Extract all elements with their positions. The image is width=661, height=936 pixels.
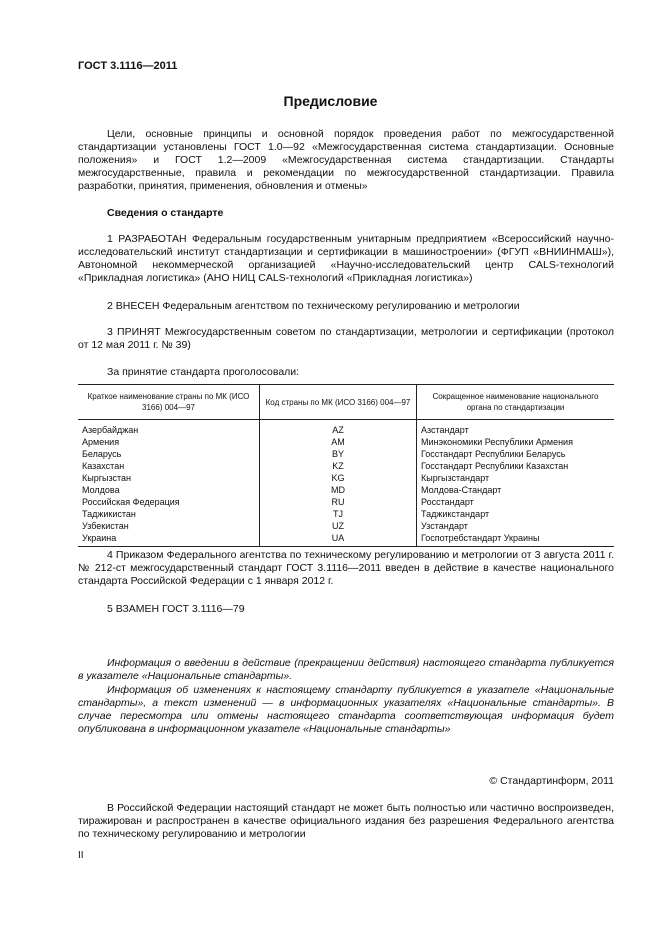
table-row	[78, 484, 614, 496]
copyright: © Стандартинформ, 2011	[489, 775, 614, 787]
code-cell: AZ	[260, 420, 417, 437]
code-cell: MD	[260, 484, 417, 496]
document-id: ГОСТ 3.1116—2011	[78, 60, 178, 72]
body-cell: Госстандарт Республики Беларусь	[421, 449, 566, 459]
country-cell: Российская Федерация	[82, 497, 180, 507]
body-cell: Узстандарт	[421, 521, 468, 531]
voted-intro: За принятие стандарта проголосовали:	[107, 366, 300, 378]
body-cell: Госпотребстандарт Украины	[417, 532, 615, 547]
code-cell: BY	[260, 448, 417, 460]
body-cell: Таджикстандарт	[421, 509, 490, 519]
body-cell: Азстандарт	[421, 425, 469, 435]
code-cell: AM	[260, 436, 417, 448]
code-cell: KZ	[260, 460, 417, 472]
voting-table	[78, 384, 614, 547]
publication-note: Информация о введении в действие (прекращении действия) настоящего стандарта публикуется в указателе «Национальные стандарты».	[78, 657, 614, 682]
body-cell: Минэкономики Республики Армения	[421, 437, 573, 447]
country-cell: Беларусь	[82, 449, 122, 459]
table-row	[78, 420, 614, 437]
body-cell: Госстандарт Республики Казахстан	[421, 461, 569, 471]
table-row	[78, 496, 614, 508]
code-cell: UA	[260, 532, 417, 547]
country-cell: Кыргызстан	[82, 473, 131, 483]
country-cell: Узбекистан	[82, 521, 129, 531]
column-header-code: Код страны по МК (ИСО 3166) 004—97	[260, 385, 417, 420]
country-cell: Армения	[82, 437, 120, 447]
column-header-body: Сокращенное наименование национального органа по стандартизации	[417, 385, 615, 420]
code-cell: KG	[260, 472, 417, 484]
page-title: Предисловие	[283, 93, 378, 109]
body-cell: Росстандарт	[421, 497, 474, 507]
country-cell: Азербайджан	[82, 425, 139, 435]
item-introduced: 2 ВНЕСЕН Федеральным агентством по техническому регулированию и метрологии	[107, 300, 520, 312]
code-cell: TJ	[260, 508, 417, 520]
table-row	[78, 472, 614, 484]
country-cell: Таджикистан	[82, 509, 136, 519]
code-cell: RU	[260, 496, 417, 508]
country-cell: Украина	[78, 532, 260, 547]
country-cell: Казахстан	[82, 461, 125, 471]
country-cell: Молдова	[82, 485, 120, 495]
item-replaces: 5 ВЗАМЕН ГОСТ 3.1116—79	[107, 603, 245, 615]
intro-paragraph: Цели, основные принципы и основной порядок проведения работ по межгосударственной стандартизации установлены ГОСТ 1.0—92 «Межгосударственная система стандартизации. Основные положения» и ГОСТ 1.2—2009 «Межгосударственная система стандартизации. Стандарты межгосударственные, правила и рекомендации по межгосударственной стандартизации. Правила разработки, принятия, применения, обновления и отмены»	[78, 128, 614, 192]
item-developed: 1 РАЗРАБОТАН Федеральным государственным унитарным предприятием «Всероссийский научно-исследовательский институт стандартизации и сертификации в машиностроении» (ФГУП «ВНИИНМАШ»), Автономной некоммерческой организацией «Научно-исследовательский центр CALS-технологий «Прикладная логистика» (АНО НИЦ CALS-технологий «Прикладная логистика»)	[78, 233, 614, 284]
table-row	[78, 436, 614, 448]
rights-notice: В Российской Федерации настоящий стандарт не может быть полностью или частично воспроизведен, тиражирован и распространен в качестве официального издания без разрешения Федерального агентства по техническому регулированию и метрологии	[78, 802, 614, 840]
section-heading: Сведения о стандарте	[107, 207, 224, 219]
table-row	[78, 520, 614, 532]
table-header-row	[78, 385, 614, 420]
code-cell: UZ	[260, 520, 417, 532]
item-adopted: 3 ПРИНЯТ Межгосударственным советом по стандартизации, метрологии и сертификации (протокол от 12 мая 2011 г. № 39)	[78, 326, 614, 351]
table-row	[78, 448, 614, 460]
body-cell: Кыргызстандарт	[421, 473, 490, 483]
item-order: 4 Приказом Федерального агентства по техническому регулированию и метрологии от 3 августа 2011 г. № 212-ст межгосударственный стандарт ГОСТ 3.1116—2011 введен в действие в качестве национального стандарта Российской Федерации с 1 января 2012 г.	[78, 549, 614, 587]
page-number: II	[78, 850, 84, 861]
column-header-country: Краткое наименование страны по МК (ИСО 3166) 004—97	[78, 385, 260, 420]
table-row	[78, 508, 614, 520]
table-row	[78, 532, 614, 547]
amendments-note: Информация об изменениях к настоящему стандарту публикуется в указателе «Национальные стандарты», а текст изменений — в информационных указателях «Национальные стандарты». В случае пересмотра или отмены настоящего стандарта соответствующая информация будет опубликована в информационном указателе «Национальные стандарты»	[78, 684, 614, 735]
table-row	[78, 460, 614, 472]
body-cell: Молдова-Стандарт	[421, 485, 502, 495]
